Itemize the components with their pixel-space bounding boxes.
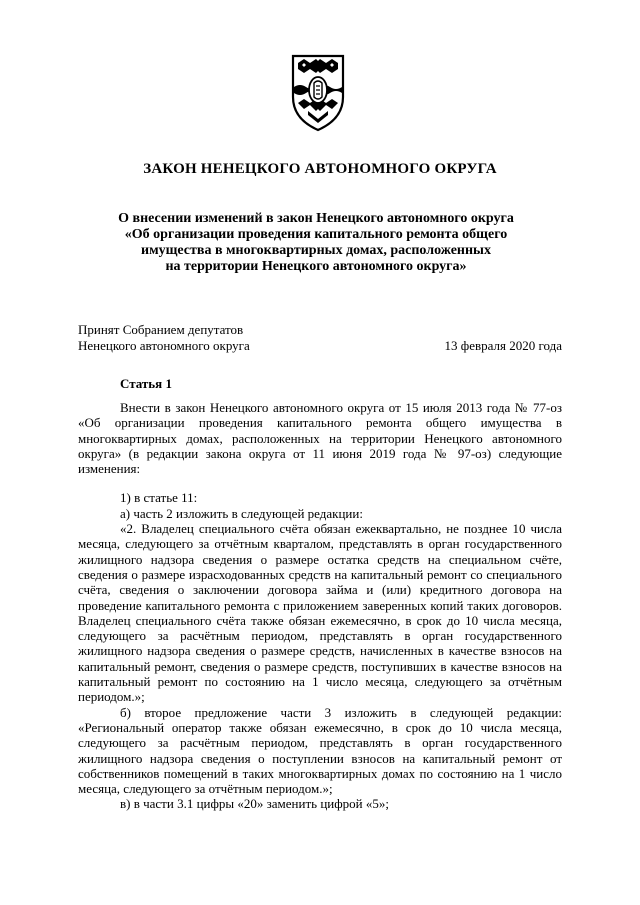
article-paragraph: «2. Владелец специального счёта обязан ежеквартально, не позднее 10 числа месяца, следующего за отчётным кварталом, представлять в орган государственного жилищного надзора сведения о размере остатка средств на специальном счёте, сведения о размере израсходованных средств на капитальный ремонт со специального счёта, сведения о заключении договора займа и (или) кредитного договора на проведение капитального ремонта с приложением заверенных копий таких договоров. Владелец специального счёта также обязан ежемесячно, в срок до 10 числа месяца, следующего за расчётным периодом, представлять в орган государственного жилищного надзора сведения о размере средств, начисленных в качестве взносов на капитальный ремонт, сведения о размере средств, поступивших в качестве взносов на капитальный ремонт по состоянию на 1 число месяца, следующего за отчётным периодом.»; [78, 521, 562, 705]
subtitle-line: на территории Ненецкого автономного округа» [165, 259, 467, 274]
article-paragraph: а) часть 2 изложить в следующей редакции: [120, 505, 363, 521]
subtitle-line: имущества в многоквартирных домах, расположенных [141, 243, 491, 258]
adoption-block [78, 322, 250, 354]
nenets-okrug-coat-of-arms-icon [290, 53, 346, 133]
law-subtitle [96, 211, 536, 275]
article-body [78, 400, 562, 812]
adoption-line: Ненецкого автономного округа [78, 338, 250, 353]
article-paragraph: 1) в статье 11: [120, 490, 198, 506]
article-paragraph: Внести в закон Ненецкого автономного округа от 15 июля 2013 года № 77-оз «Об организации проведения капитального ремонта общего имущества в многоквартирных домах, расположенных на территории Ненецкого автономного округа» (в редакции закона округа от 11 июня 2019 года № 97-оз) следующие изменения: [78, 400, 562, 477]
article-heading: Статья 1 [120, 376, 172, 391]
article-paragraph: в) в части 3.1 цифры «20» заменить цифрой «5»; [120, 796, 389, 812]
article-paragraph: б) второе предложение части 3 изложить в следующей редакции: «Региональный оператор также обязан ежемесячно, в срок до 10 числа месяца, следующего за расчётным периодом, представлять в орган государственного жилищного надзора сведения о поступлении взносов на капитальный ремонт от собственников помещений в таких многоквартирных домах по состоянию на 1 число месяца, следующего за отчётным периодом.»; [78, 704, 562, 797]
adoption-line: Принят Собранием депутатов [78, 322, 244, 337]
subtitle-line: «Об организации проведения капитального ремонта общего [124, 227, 508, 242]
subtitle-line: О внесении изменений в закон Ненецкого автономного округа [118, 211, 514, 226]
law-title: ЗАКОН НЕНЕЦКОГО АВТОНОМНОГО ОКРУГА [143, 161, 497, 177]
adoption-date: 13 февраля 2020 года [444, 338, 562, 353]
